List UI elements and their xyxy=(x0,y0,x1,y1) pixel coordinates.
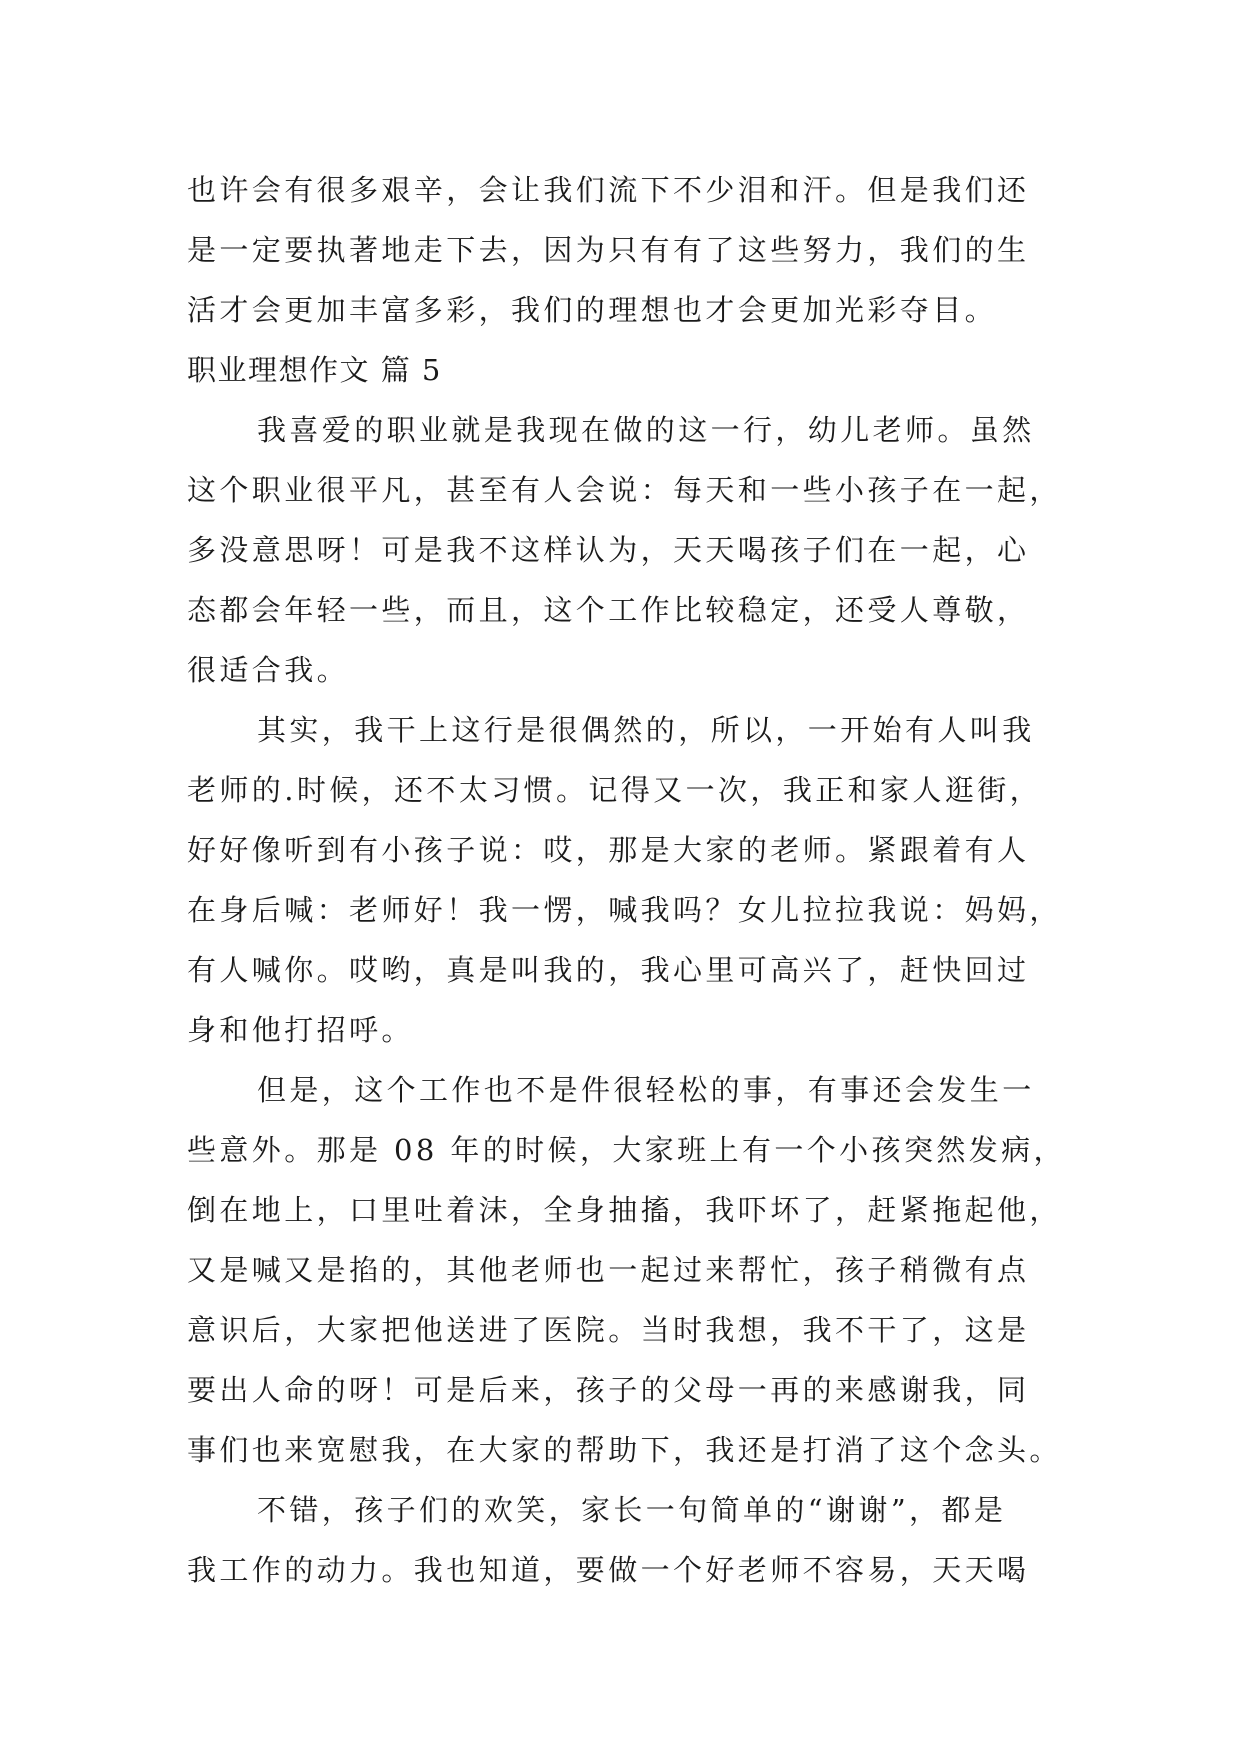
paragraph-line: 要出人命的呀！可是后来，孩子的父母一再的来感谢我，同 xyxy=(187,1373,1030,1407)
paragraph-line: 活才会更加丰富多彩，我们的理想也才会更加光彩夺目。 xyxy=(187,293,998,327)
paragraph-line: 事们也来宽慰我，在大家的帮助下，我还是打消了这个念头。 xyxy=(187,1433,1062,1467)
paragraph-line: 我喜爱的职业就是我现在做的这一行，幼儿老师。虽然 xyxy=(257,413,1035,447)
paragraph-line: 在身后喊：老师好！我一愣，喊我吗？女儿拉拉我说：妈妈， xyxy=(187,893,1062,927)
paragraph-line: 我工作的动力。我也知道，要做一个好老师不容易，天天喝 xyxy=(187,1553,1030,1587)
paragraph-line: 但是，这个工作也不是件很轻松的事，有事还会发生一 xyxy=(257,1073,1035,1107)
paragraph-line: 老师的.时候，还不太习惯。记得又一次，我正和家人逛街， xyxy=(187,773,1043,807)
paragraph-line: 态都会年轻一些，而且，这个工作比较稳定，还受人尊敬， xyxy=(187,593,1030,627)
paragraph-line: 不错，孩子们的欢笑，家长一句简单的“谢谢”，都是 xyxy=(257,1493,1007,1527)
section-heading: 职业理想作文 篇 5 xyxy=(187,353,442,387)
paragraph-line: 很适合我。 xyxy=(187,653,350,687)
paragraph-line: 些意外。那是 08 年的时候，大家班上有一个小孩突然发病， xyxy=(187,1133,1066,1167)
paragraph-line: 又是喊又是掐的，其他老师也一起过来帮忙，孩子稍微有点 xyxy=(187,1253,1030,1287)
paragraph-line: 身和他打招呼。 xyxy=(187,1013,414,1047)
paragraph-line: 意识后，大家把他送进了医院。当时我想，我不干了，这是 xyxy=(187,1313,1030,1347)
paragraph-line: 好好像听到有小孩子说：哎，那是大家的老师。紧跟着有人 xyxy=(187,833,1030,867)
paragraph-line: 有人喊你。哎哟，真是叫我的，我心里可高兴了，赶快回过 xyxy=(187,953,1030,987)
document-body xyxy=(187,160,1066,1600)
paragraph-line: 也许会有很多艰辛，会让我们流下不少泪和汗。但是我们还 xyxy=(187,173,1030,207)
paragraph-line: 其实，我干上这行是很偶然的，所以，一开始有人叫我 xyxy=(257,713,1035,747)
paragraph-line: 多没意思呀！可是我不这样认为，天天喝孩子们在一起，心 xyxy=(187,533,1030,567)
paragraph-line: 是一定要执著地走下去，因为只有有了这些努力，我们的生 xyxy=(187,233,1030,267)
paragraph-line: 倒在地上，口里吐着沫，全身抽搐，我吓坏了，赶紧拖起他， xyxy=(187,1193,1062,1227)
paragraph-line: 这个职业很平凡，甚至有人会说：每天和一些小孩子在一起， xyxy=(187,473,1062,507)
